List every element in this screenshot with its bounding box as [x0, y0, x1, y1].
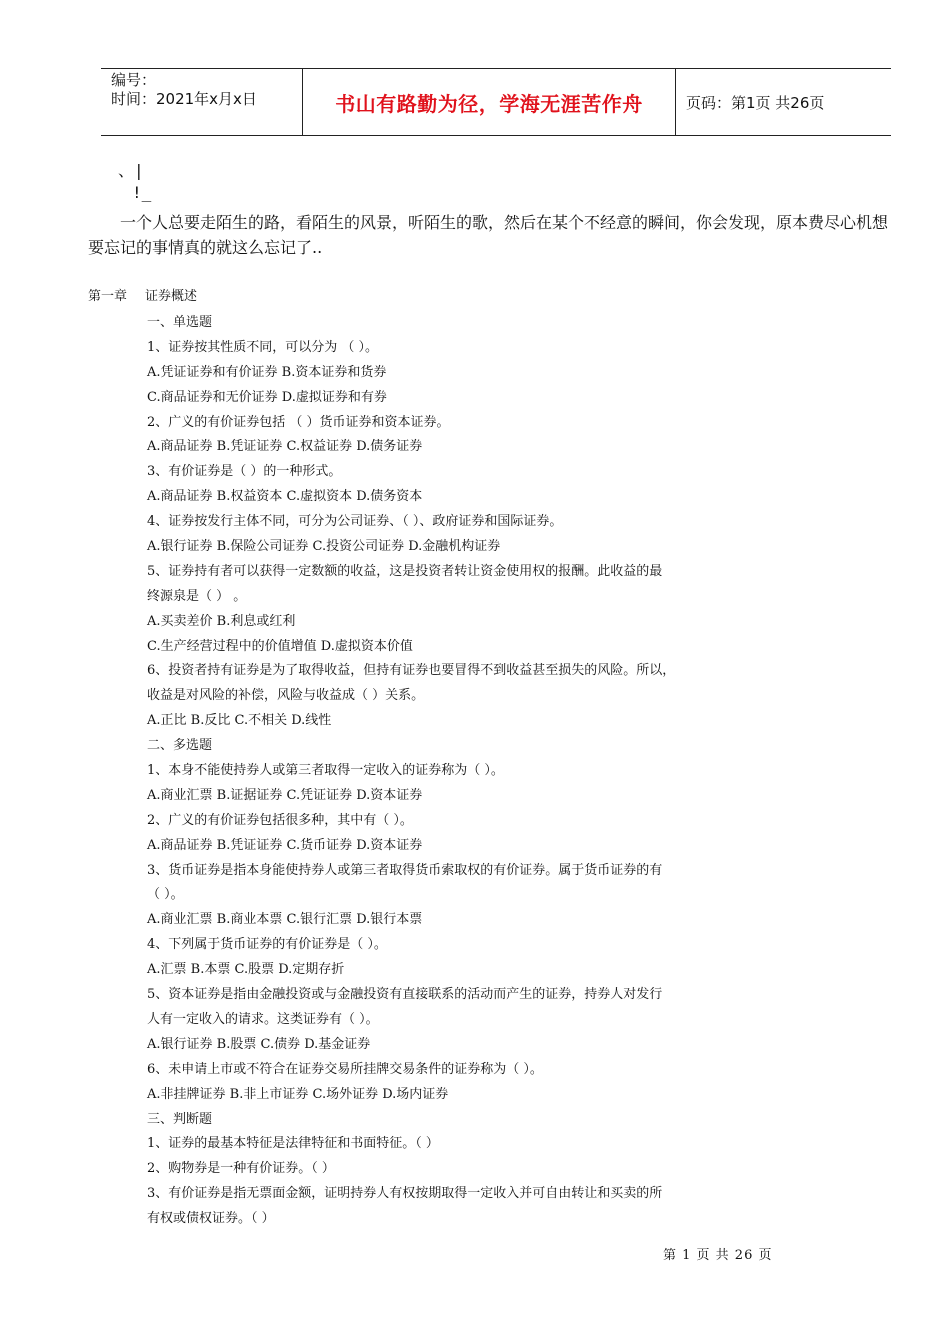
text-line: A.商品证券 B.凭证证券 C.权益证券 D.债务证券	[147, 439, 423, 455]
text-line: 3、有价证券是（ ）的一种形式。	[147, 464, 342, 480]
stray-mark: 、|	[118, 161, 144, 180]
chapter-heading	[88, 288, 215, 306]
time-label: 时间：2021年x月x日	[111, 90, 257, 108]
text-line: 1、证券的最基本特征是法律特征和书面特征。（ ）	[147, 1136, 439, 1152]
page-header	[101, 68, 891, 136]
text-line: A.商业汇票 B.商业本票 C.银行汇票 D.银行本票	[147, 912, 423, 928]
text-line: A.买卖差价 B.利息或红利	[147, 613, 296, 629]
number-label: 编号：	[111, 71, 157, 89]
text-line: 1、本身不能使持券人或第三者取得一定收入的证券称为（ ）。	[147, 763, 504, 779]
header-meta	[101, 69, 302, 135]
chapter-title: 证券概述	[145, 289, 198, 304]
text-line: C.商品证券和无价证券 D.虚拟证券和有券	[147, 389, 387, 405]
text-line: 6、未申请上市或不符合在证券交易所挂牌交易条件的证券称为（ ）。	[147, 1061, 543, 1077]
text-line: A.商业汇票 B.证据证券 C.凭证证券 D.资本证券	[147, 787, 423, 803]
text-line: A.商品证券 B.权益资本 C.虚拟资本 D.债务资本	[147, 489, 423, 505]
text-line: A.商品证券 B.凭证证券 C.货币证券 D.资本证券	[147, 837, 423, 853]
text-line: 2、购物券是一种有价证券。（ ）	[147, 1161, 335, 1177]
text-line: 2、广义的有价证券包括 （ ）货币证券和资本证券。	[147, 414, 450, 430]
text-line: 三、判断题	[147, 1111, 213, 1127]
text-line: 3、有价证券是指无票面金额，证明持券人有权按期取得一定收入并可自由转让和买卖的所	[147, 1186, 663, 1202]
text-line: A.银行证券 B.股票 C.债券 D.基金证券	[147, 1036, 371, 1052]
text-line: 5、资本证券是指由金融投资或与金融投资有直接联系的活动而产生的证券，持券人对发行	[147, 987, 663, 1003]
text-line: C.生产经营过程中的价值增值 D.虚拟资本价值	[147, 638, 413, 654]
page-footer: 第 1 页 共 26 页	[663, 1248, 773, 1263]
text-line: 有权或债权证券。（ ）	[147, 1211, 275, 1227]
question-list	[147, 311, 747, 1232]
stray-marks	[118, 160, 151, 204]
text-line: 1、证券按其性质不同，可以分为 （ ）。	[147, 339, 379, 355]
text-line: 收益是对风险的补偿，风险与收益成（ ）关系。	[147, 688, 425, 704]
text-line: A.银行证券 B.保险公司证券 C.投资公司证券 D.金融机构证券	[147, 539, 501, 555]
text-line: A.凭证证券和有价证券 B.资本证券和货券	[147, 364, 387, 380]
text-line: 二、多选题	[147, 738, 213, 754]
text-line: A.汇票 B.本票 C.股票 D.定期存折	[147, 962, 345, 978]
text-line: 一、单选题	[147, 315, 213, 330]
header-page-label: 页码：第1页 共26页	[686, 93, 825, 112]
text-line: 4、证券按发行主体不同，可分为公司证券、（ ）、政府证券和国际证券。	[147, 514, 563, 530]
intro-paragraph: 一个人总要走陌生的路，看陌生的风景，听陌生的歌，然后在某个不经意的瞬间，你会发现，原本费尽心机想要忘记的事情真的就这么忘记了..	[88, 213, 889, 257]
stray-mark: !_	[132, 183, 152, 202]
text-line: 人有一定收入的请求。这类证券有（ ）。	[147, 1011, 379, 1027]
header-motto: 书山有路勤为径，学海无涯苦作舟	[302, 69, 676, 135]
text-line: 6、投资者持有证券是为了取得收益，但持有证券也要冒得不到收益甚至损失的风险。所以，	[147, 663, 676, 679]
chapter-number: 第一章	[88, 289, 128, 304]
text-line: 2、广义的有价证券包括很多种，其中有（ ）。	[147, 812, 413, 828]
text-line: A.正比 B.反比 C.不相关 D.线性	[147, 713, 332, 729]
text-line: 3、货币证券是指本身能使持券人或第三者取得货币索取权的有价证券。属于货币证券的有	[147, 862, 663, 878]
text-line: A.非挂牌证券 B.非上市证券 C.场外证券 D.场内证券	[147, 1086, 449, 1102]
text-line: 5、证券持有者可以获得一定数额的收益，这是投资者转让资金使用权的报酬。此收益的最	[147, 563, 663, 579]
text-line: 4、下列属于货币证券的有价证券是（ ）。	[147, 937, 387, 953]
text-line: 终源泉是（ ） 。	[147, 588, 247, 604]
text-line: （ ）。	[147, 887, 184, 903]
